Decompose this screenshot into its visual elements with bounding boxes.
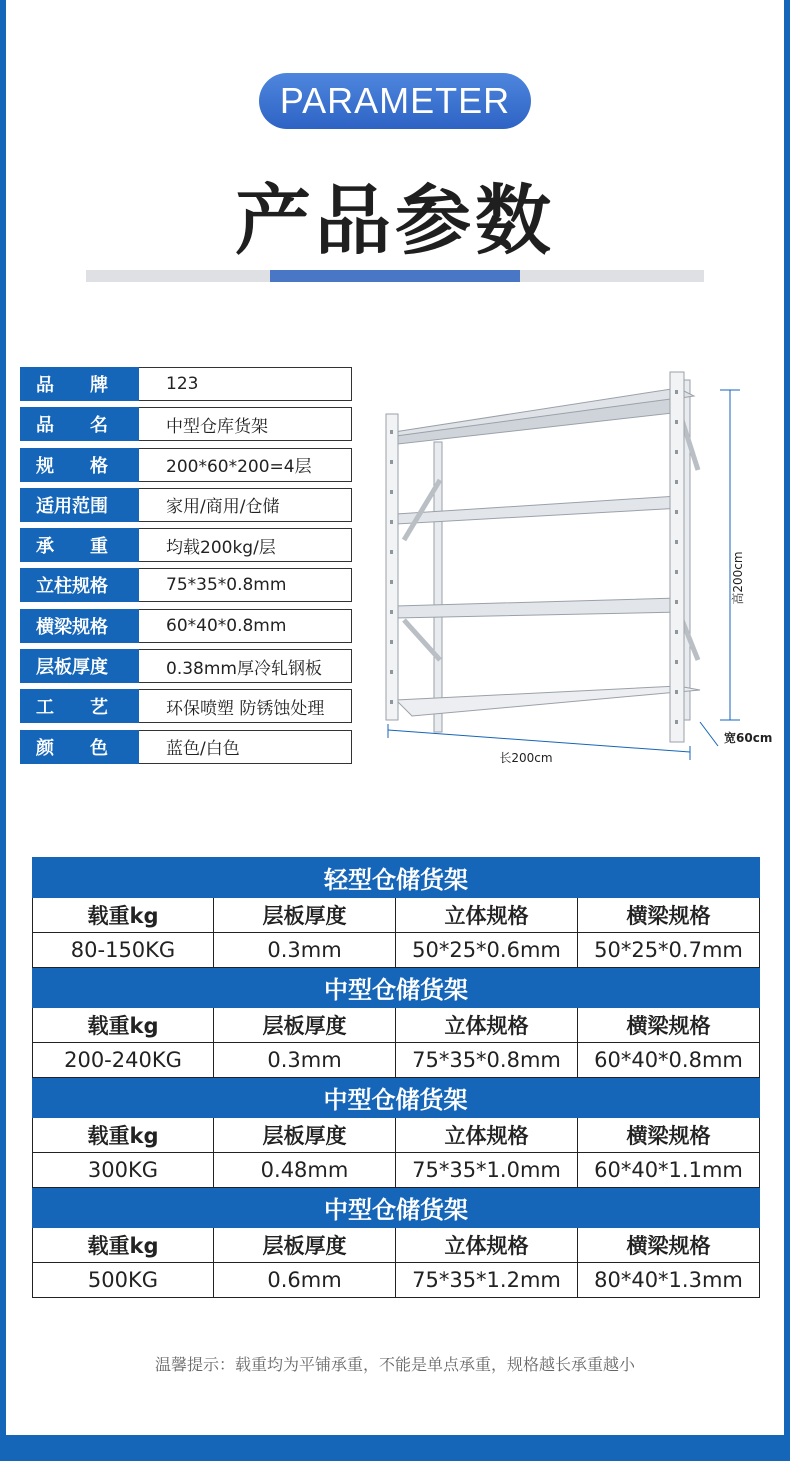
table-band-row: [33, 1188, 760, 1228]
table-header-cell: 载重kg: [33, 1118, 214, 1153]
spec-value: 环保喷塑 防锈蚀处理: [139, 689, 352, 723]
warm-tip: 温馨提示：载重均为平铺承重，不能是单点承重，规格越长承重越小: [154, 1355, 635, 1374]
spec-value: 中型仓库货架: [139, 407, 352, 441]
table-cell: 300KG: [33, 1153, 214, 1188]
table-band-row: [33, 858, 760, 898]
height-dimension-label: 高200cm: [731, 551, 745, 605]
spec-label: 横梁规格: [20, 609, 139, 643]
table-header-row: [33, 1008, 760, 1043]
table-section-title: 轻型仓储货架: [33, 858, 760, 898]
table-cell: 80*40*1.3mm: [578, 1263, 760, 1298]
table-cell: 500KG: [33, 1263, 214, 1298]
table-header-row: [33, 898, 760, 933]
spec-row-color: [20, 730, 352, 764]
table-band-spacer: [578, 1078, 760, 1118]
shelf-illustration: [382, 360, 782, 780]
spec-value: 200*60*200=4层: [139, 448, 352, 482]
table-header-cell: 载重kg: [33, 1228, 214, 1263]
spec-value: 60*40*0.8mm: [139, 609, 352, 643]
table-header-cell: 横梁规格: [578, 1008, 760, 1043]
parameter-pill: PARAMETER: [259, 73, 531, 129]
table-header-row: [33, 1228, 760, 1263]
table-cell: 0.48mm: [214, 1153, 396, 1188]
spec-value: 蓝色/白色: [139, 730, 352, 764]
page-title: 产品参数: [235, 176, 555, 265]
spec-tables: [32, 857, 759, 1298]
table-section-title: 中型仓储货架: [33, 1188, 760, 1228]
frame-bottom-border: [0, 1435, 790, 1461]
spec-value: 75*35*0.8mm: [139, 568, 352, 602]
spec-row-beam: [20, 609, 352, 643]
spec-label: 颜 色: [20, 730, 139, 764]
spec-label: 承 重: [20, 528, 139, 562]
table-header-cell: 层板厚度: [214, 1008, 396, 1043]
spec-row-name: [20, 407, 352, 441]
table-section-title: 中型仓储货架: [33, 968, 760, 1008]
width-dimension-label: 长200cm: [499, 751, 553, 765]
spec-value: 均载200kg/层: [139, 528, 352, 562]
spec-table: [32, 857, 760, 1298]
table-cell: 75*35*0.8mm: [396, 1043, 578, 1078]
spec-row-usage: [20, 488, 352, 522]
title-divider-accent: [270, 270, 520, 282]
spec-row-upright: [20, 568, 352, 602]
table-cell: 200-240KG: [33, 1043, 214, 1078]
table-cell: 60*40*0.8mm: [578, 1043, 760, 1078]
spec-label: 工 艺: [20, 689, 139, 723]
table-header-row: [33, 1118, 760, 1153]
table-header-cell: 横梁规格: [578, 1118, 760, 1153]
table-row: [33, 1043, 760, 1078]
spec-value: 123: [139, 367, 352, 401]
table-header-cell: 立体规格: [396, 1228, 578, 1263]
spec-label: 层板厚度: [20, 649, 139, 683]
table-cell: 0.3mm: [214, 1043, 396, 1078]
table-header-cell: 横梁规格: [578, 1228, 760, 1263]
spec-label: 立柱规格: [20, 568, 139, 602]
table-cell: 60*40*1.1mm: [578, 1153, 760, 1188]
spec-row-brand: [20, 367, 352, 401]
spec-row-panel: [20, 649, 352, 683]
table-cell: 50*25*0.7mm: [578, 933, 760, 968]
table-header-cell: 立体规格: [396, 1118, 578, 1153]
table-header-cell: 层板厚度: [214, 898, 396, 933]
spec-label: 品 名: [20, 407, 139, 441]
table-row: [33, 1153, 760, 1188]
table-header-cell: 载重kg: [33, 1008, 214, 1043]
table-header-cell: 载重kg: [33, 898, 214, 933]
table-section-title: 中型仓储货架: [214, 1078, 578, 1118]
table-cell: 50*25*0.6mm: [396, 933, 578, 968]
table-header-cell: 层板厚度: [214, 1228, 396, 1263]
spec-label: 适用范围: [20, 488, 139, 522]
table-header-cell: 横梁规格: [578, 898, 760, 933]
spec-label: 规 格: [20, 448, 139, 482]
spec-list: [20, 367, 352, 770]
table-cell: 75*35*1.0mm: [396, 1153, 578, 1188]
table-cell: 0.6mm: [214, 1263, 396, 1298]
table-header-cell: 立体规格: [396, 1008, 578, 1043]
table-cell: 75*35*1.2mm: [396, 1263, 578, 1298]
table-band-row: [33, 1078, 760, 1118]
spec-value: 0.38mm厚冷轧钢板: [139, 649, 352, 683]
depth-dimension-label: 宽60cm: [724, 731, 773, 745]
table-header-cell: 立体规格: [396, 898, 578, 933]
table-cell: 80-150KG: [33, 933, 214, 968]
table-band-row: [33, 968, 760, 1008]
spec-value: 家用/商用/仓储: [139, 488, 352, 522]
table-cell: 0.3mm: [214, 933, 396, 968]
spec-label: 品 牌: [20, 367, 139, 401]
table-row: [33, 1263, 760, 1298]
spec-row-process: [20, 689, 352, 723]
table-header-cell: 层板厚度: [214, 1118, 396, 1153]
spec-row-size: [20, 448, 352, 482]
spec-row-load: [20, 528, 352, 562]
table-band-spacer: [33, 1078, 214, 1118]
table-row: [33, 933, 760, 968]
